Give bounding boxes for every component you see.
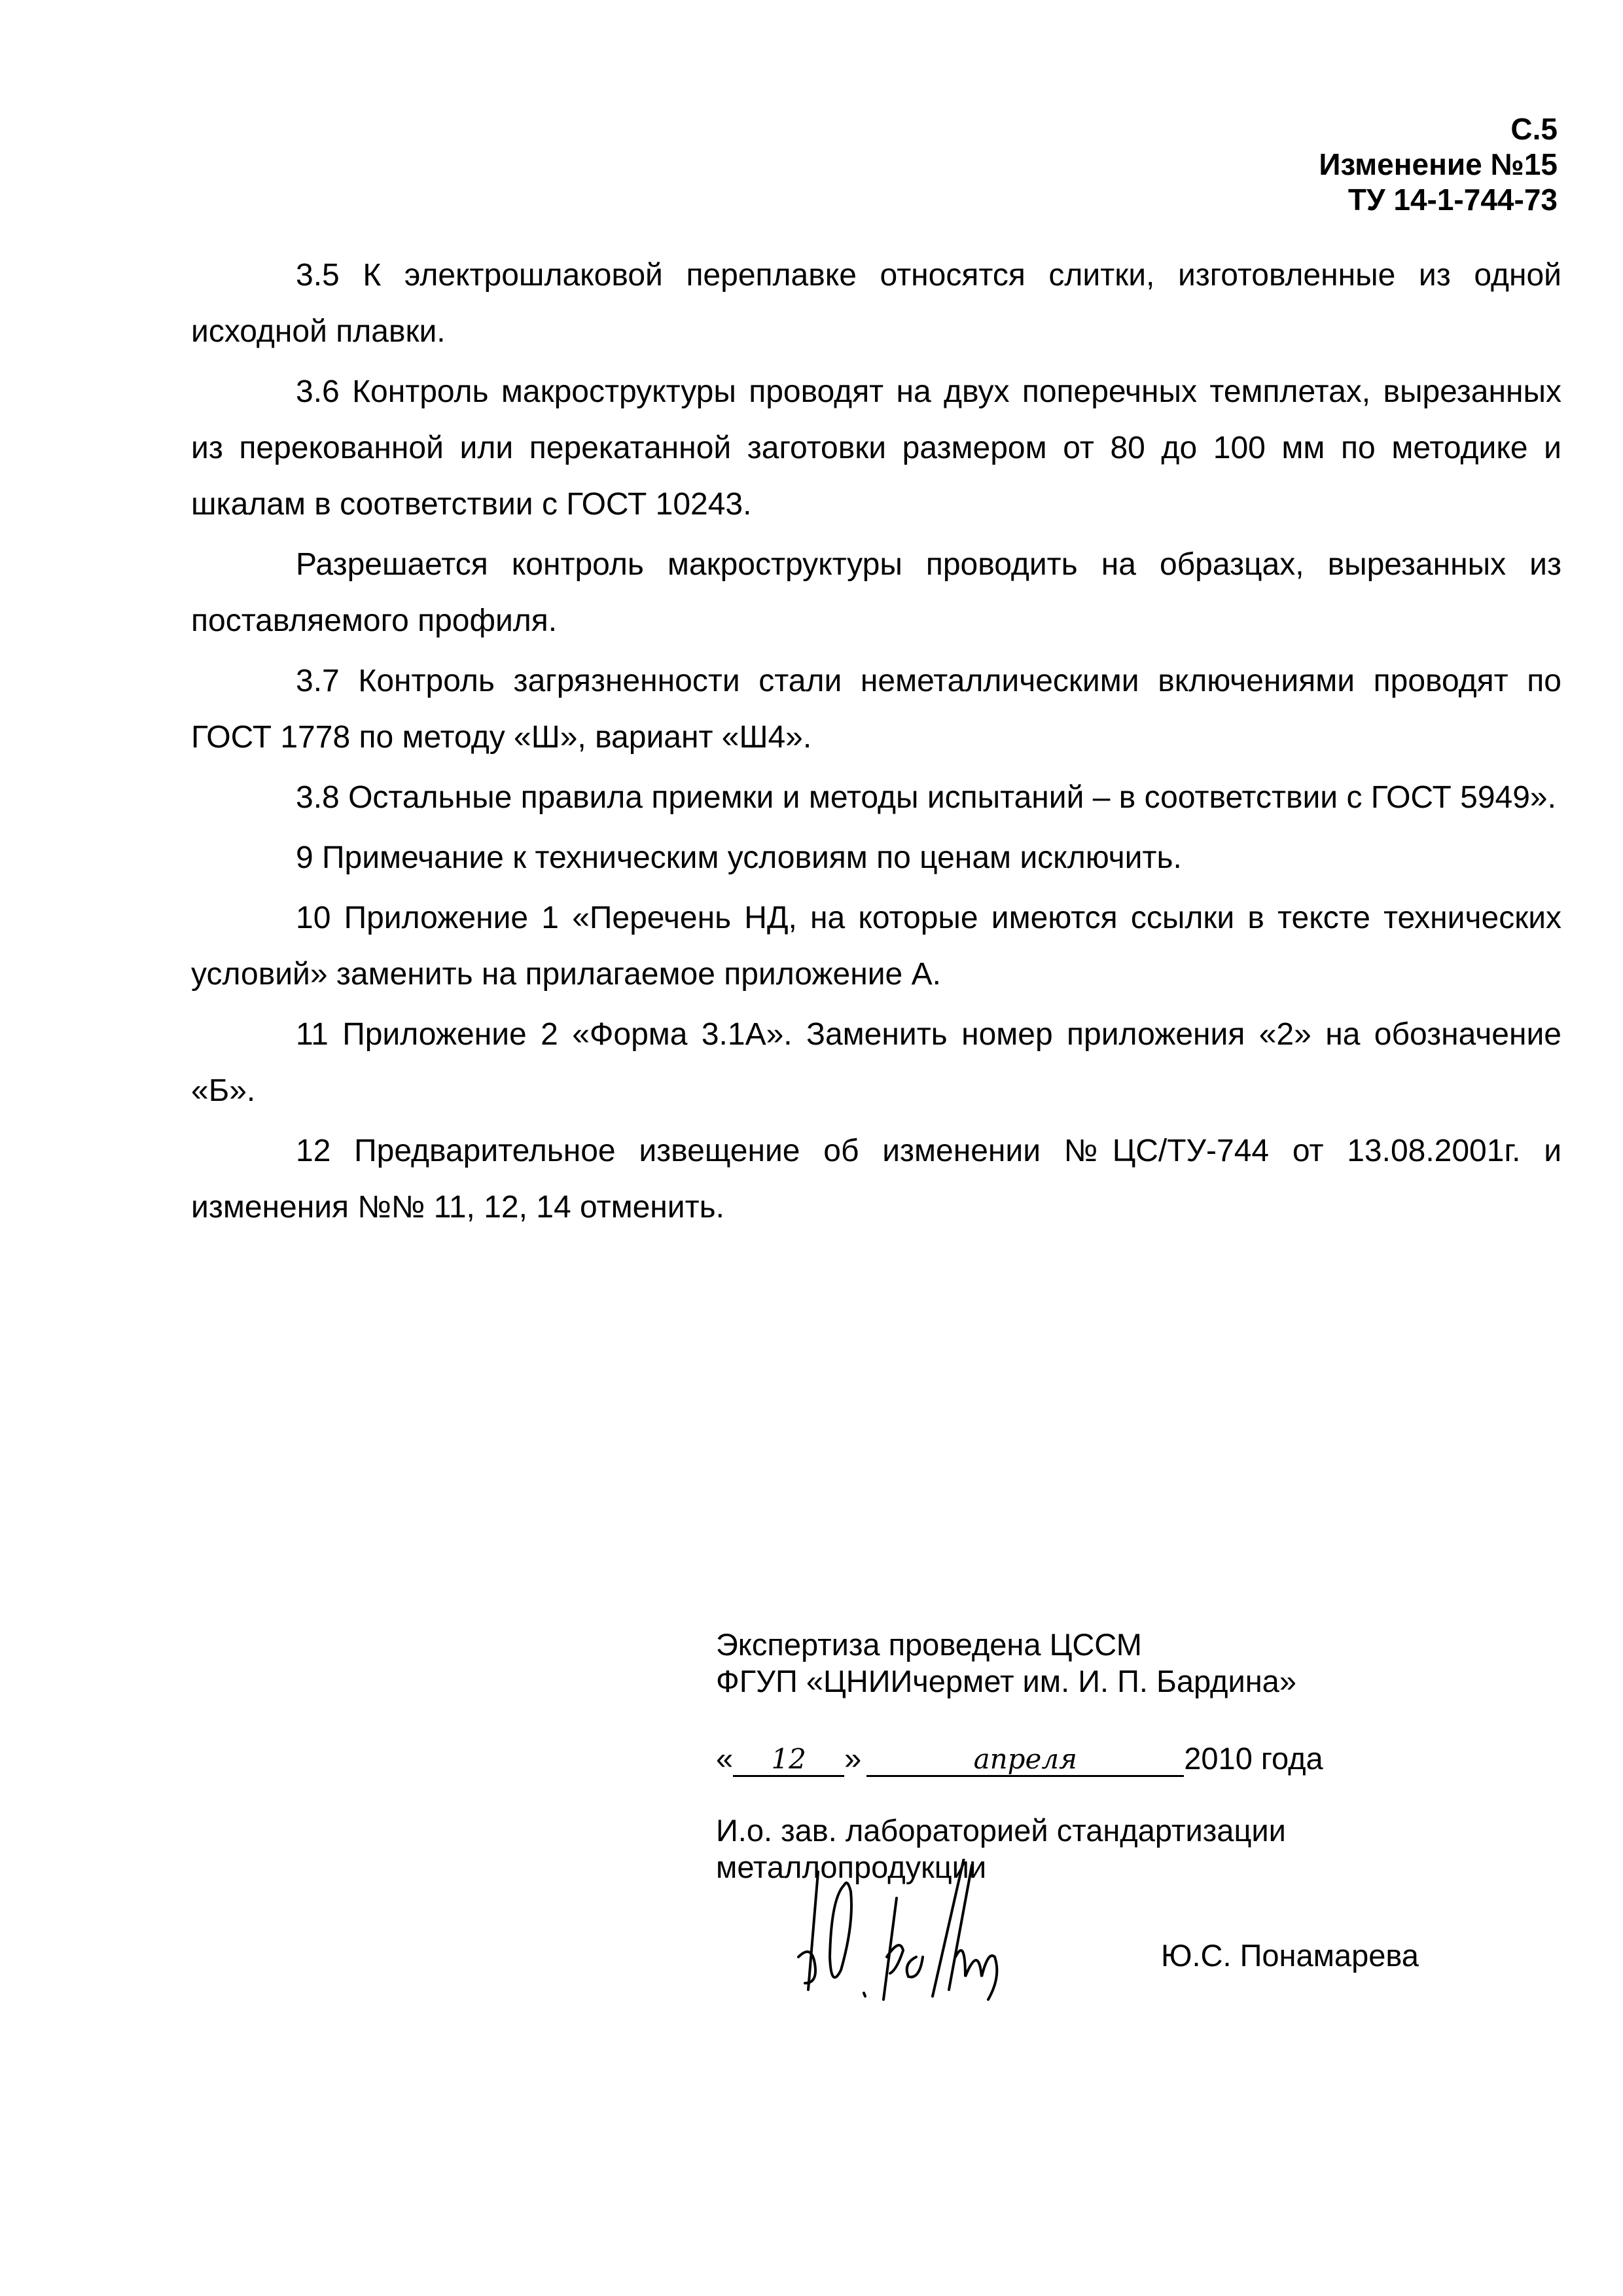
- year-text: 2010 года: [1184, 1741, 1323, 1776]
- paragraph-12: 12 Предварительное извещение об изменении №ЦС/ТУ-744 от 13.08.2001г. и изменения №№ 11, 12, 14 отменить.: [191, 1134, 1561, 1225]
- signoff-block: [716, 1626, 1323, 1886]
- paragraph-10: 10 Приложение 1 «Перечень НД, на которые имеются ссылки в тексте технических условий» заменить на прилагаемое приложение А.: [191, 901, 1561, 992]
- month-field: апреля: [866, 1744, 1184, 1777]
- position-line-1: И.о. зав. лабораторией стандартизации: [716, 1813, 1286, 1848]
- handwritten-signature: [792, 1859, 1067, 2009]
- paragraph-3-5: 3.5 К электрошлаковой переплавке относятся слитки, изготовленные из одной исходной плавки.: [191, 258, 1561, 349]
- page-number: С.5: [1510, 112, 1558, 146]
- document-body: [191, 247, 1561, 1240]
- quote-close: »: [844, 1741, 862, 1776]
- day-field: 12: [733, 1744, 844, 1777]
- organization-line: ФГУП «ЦНИИчермет им. И. П. Бардина»: [716, 1664, 1296, 1698]
- paragraph-3-6: 3.6 Контроль макроструктуры проводят на двух поперечных темплетах, вырезанных из перекованной или перекатанной заготовки размером от 80 до 100 мм по методике и шкалам в соответствии с ГОСТ 10243.: [191, 374, 1561, 522]
- position-line-2: металлопродукции: [716, 1850, 987, 1884]
- signatory-name: Ю.С. Понамарева: [1161, 1938, 1419, 1973]
- spec-number: ТУ 14-1-744-73: [1347, 183, 1558, 217]
- quote-open: «: [716, 1741, 734, 1776]
- expertise-line: Экспертиза проведена ЦССМ: [716, 1627, 1142, 1662]
- paragraph-3-7: 3.7 Контроль загрязненности стали неметаллическими включениями проводят по ГОСТ 1778 по методу «Ш», вариант «Ш4».: [191, 664, 1561, 755]
- change-number: Изменение №15: [1319, 147, 1558, 181]
- paragraph-3-8: 3.8 Остальные правила приемки и методы испытаний – в соответствии с ГОСТ 5949».: [296, 780, 1556, 815]
- document-header: [1319, 111, 1558, 217]
- date-line: [716, 1740, 1323, 1777]
- paragraph-macro-permission: Разрешается контроль макроструктуры проводить на образцах, вырезанных из поставляемого профиля.: [191, 547, 1561, 638]
- paragraph-9: 9 Примечание к техническим условиям по ценам исключить.: [296, 840, 1182, 875]
- paragraph-11: 11 Приложение 2 «Форма 3.1А». Заменить номер приложения «2» на обозначение «Б».: [191, 1017, 1561, 1108]
